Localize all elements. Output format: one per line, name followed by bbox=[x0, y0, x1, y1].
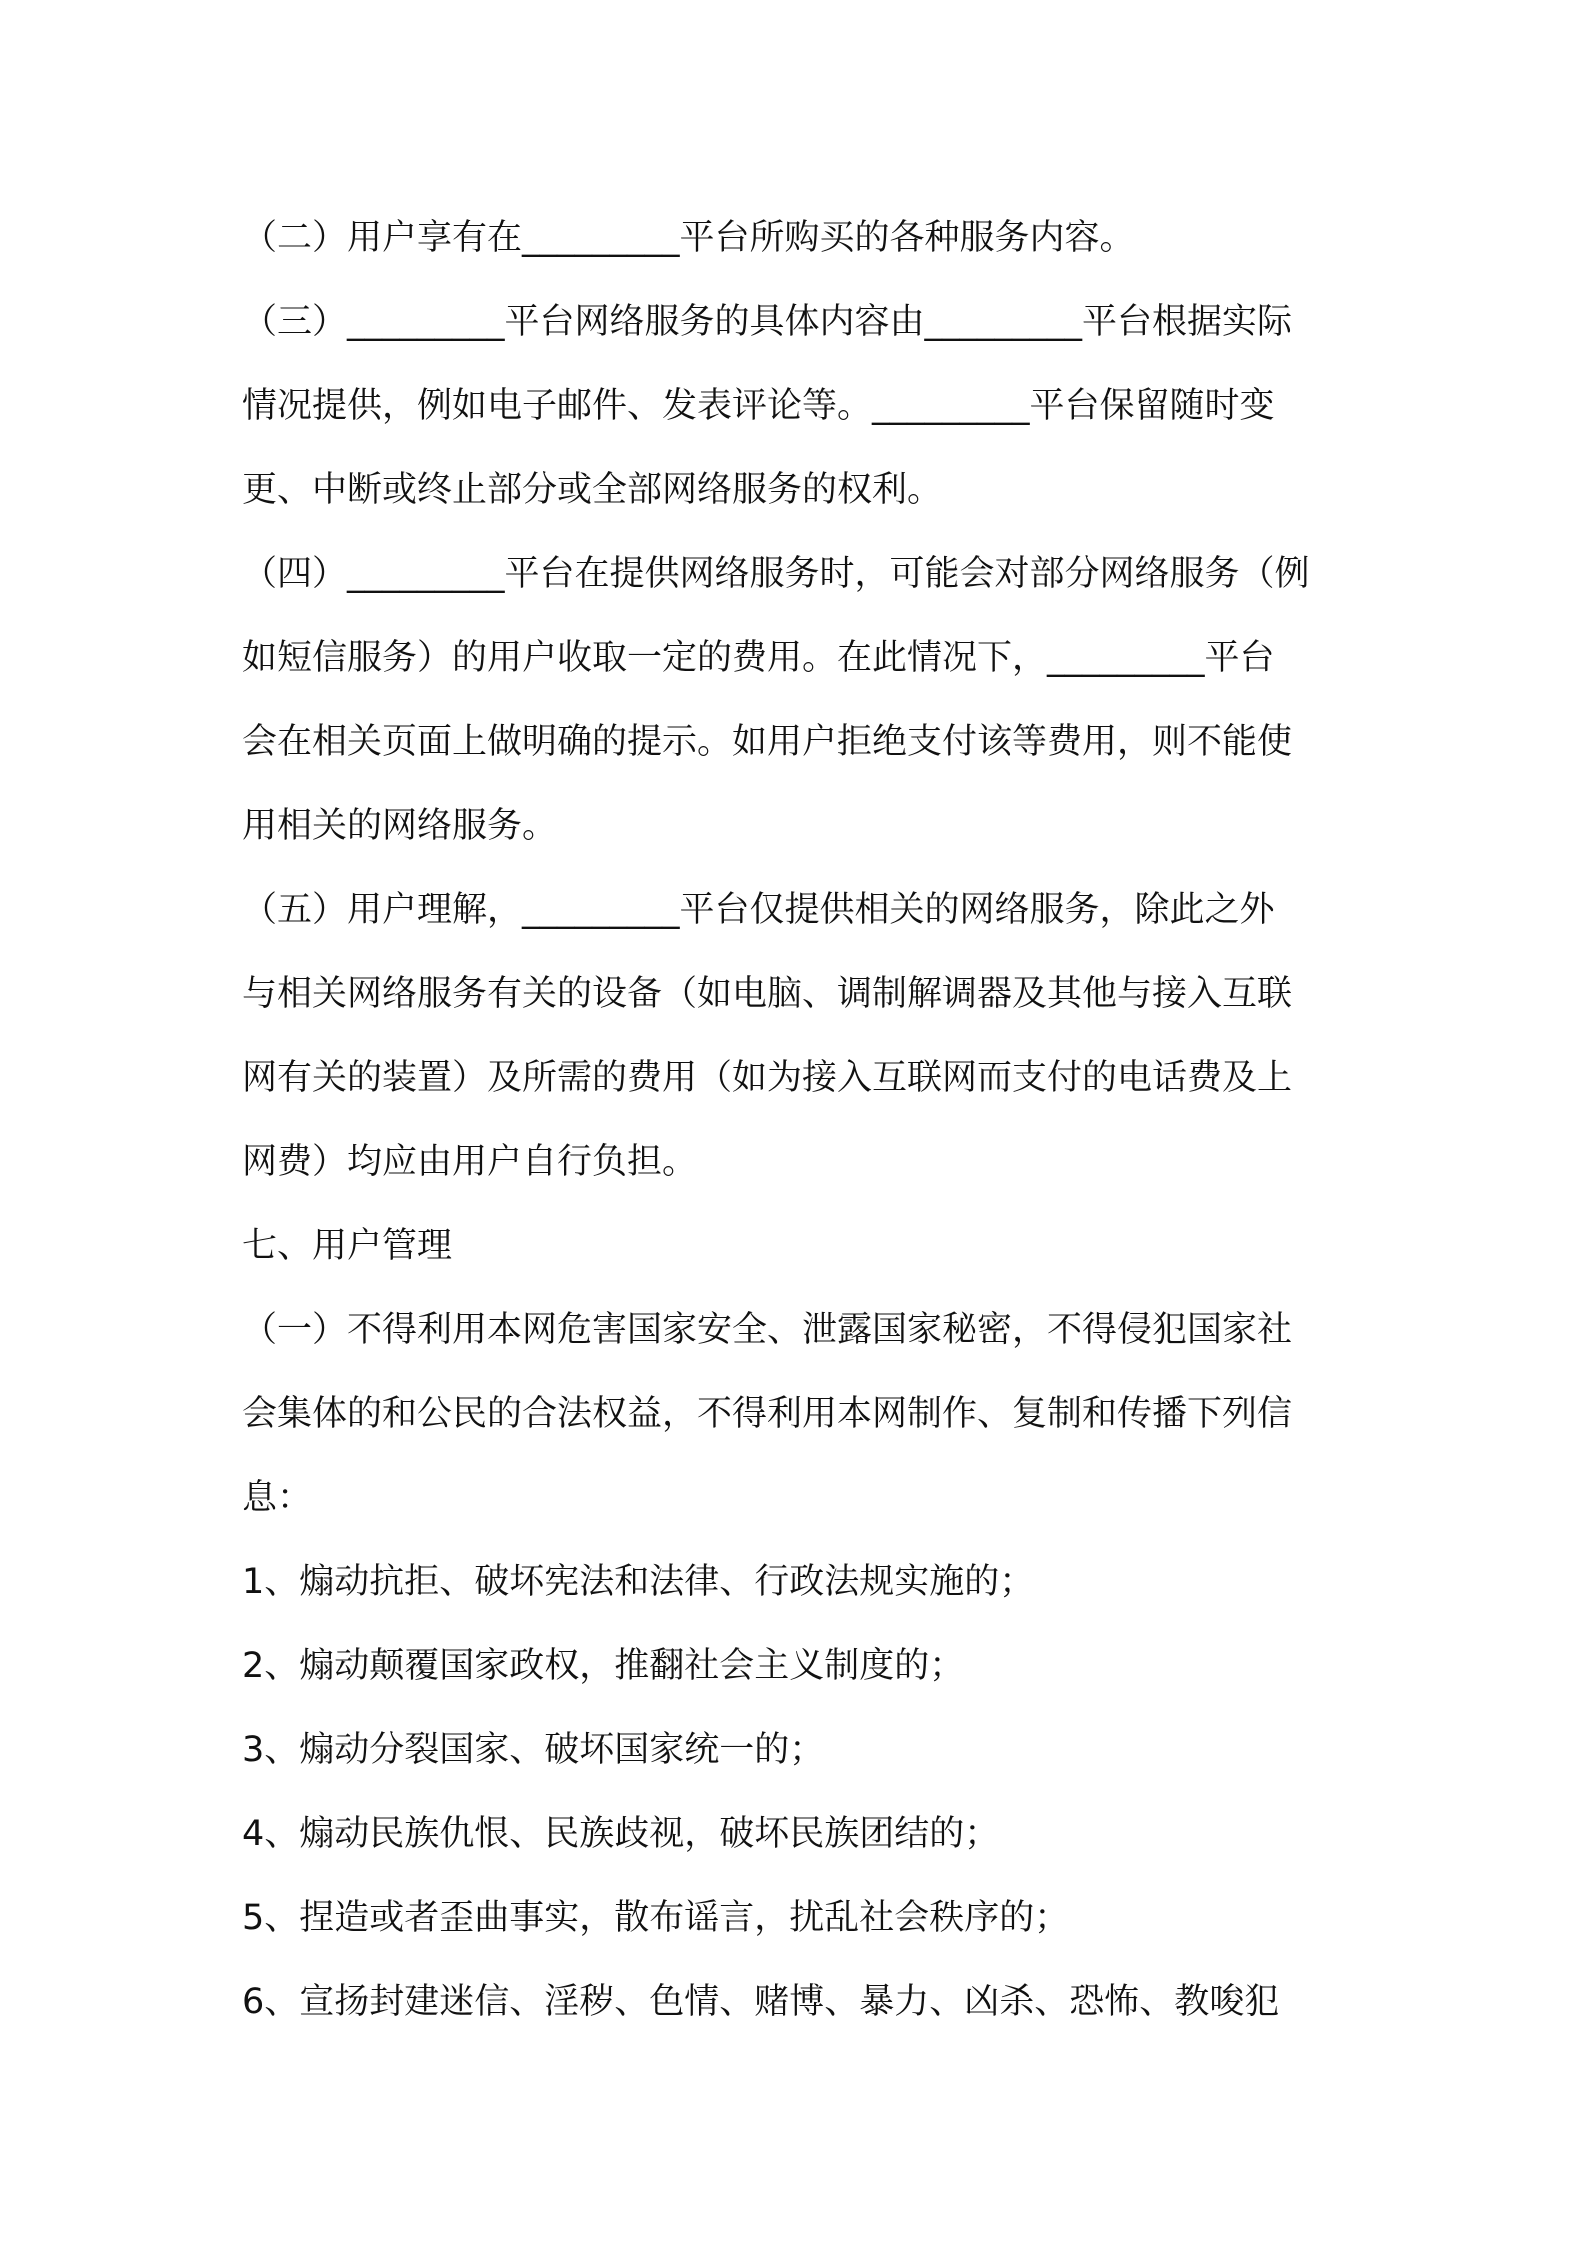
text-line: 更、中断或终止部分或全部网络服务的权利。 bbox=[242, 470, 943, 510]
text-line: 与相关网络服务有关的设备（如电脑、调制解调器及其他与接入互联 bbox=[242, 974, 1293, 1014]
list-item-3 bbox=[242, 1708, 1360, 1792]
section-title: 七、用户管理 bbox=[242, 1226, 453, 1266]
list-item-5 bbox=[242, 1876, 1360, 1960]
list-item-text: 1、煽动抗拒、破坏宪法和法律、行政法规实施的； bbox=[242, 1562, 1035, 1602]
paragraph-5 bbox=[242, 868, 1360, 1204]
text-line: 网费）均应由用户自行负担。 bbox=[242, 1142, 698, 1182]
list-item-text: 2、煽动颠覆国家政权，推翻社会主义制度的； bbox=[242, 1646, 965, 1686]
list-item-text: 6、宣扬封建迷信、淫秽、色情、赌博、暴力、凶杀、恐怖、教唆犯 bbox=[242, 1982, 1280, 2022]
list-item-text: 5、捏造或者歪曲事实，散布谣言，扰乱社会秩序的； bbox=[242, 1898, 1070, 1938]
text-line: （四）_________平台在提供网络服务时，可能会对部分网络服务（例 bbox=[242, 554, 1310, 594]
paragraph-3 bbox=[242, 280, 1360, 532]
list-item-4 bbox=[242, 1792, 1360, 1876]
paragraph-7-1 bbox=[242, 1288, 1360, 1540]
list-item-text: 4、煽动民族仇恨、民族歧视，破坏民族团结的； bbox=[242, 1814, 1000, 1854]
paragraph-4 bbox=[242, 532, 1360, 868]
section-heading bbox=[242, 1204, 1360, 1288]
document-page bbox=[242, 196, 1360, 2044]
text-line: 如短信服务）的用户收取一定的费用。在此情况下，_________平台 bbox=[242, 638, 1275, 678]
text-line: 会在相关页面上做明确的提示。如用户拒绝支付该等费用，则不能使 bbox=[242, 722, 1293, 762]
text-line: （二）用户享有在_________平台所购买的各种服务内容。 bbox=[242, 218, 1135, 258]
list-item-2 bbox=[242, 1624, 1360, 1708]
text-line: 息： bbox=[242, 1478, 313, 1518]
text-line: （五）用户理解，_________平台仅提供相关的网络服务，除此之外 bbox=[242, 890, 1275, 930]
text-line: （三）_________平台网络服务的具体内容由_________平台根据实际 bbox=[242, 302, 1293, 342]
text-line: 会集体的和公民的合法权益，不得利用本网制作、复制和传播下列信 bbox=[242, 1394, 1293, 1434]
list-item-text: 3、煽动分裂国家、破坏国家统一的； bbox=[242, 1730, 825, 1770]
paragraph-2 bbox=[242, 196, 1360, 280]
text-line: （一）不得利用本网危害国家安全、泄露国家秘密，不得侵犯国家社 bbox=[242, 1310, 1293, 1350]
text-line: 网有关的装置）及所需的费用（如为接入互联网而支付的电话费及上 bbox=[242, 1058, 1293, 1098]
list-item-6 bbox=[242, 1960, 1360, 2044]
list-item-1 bbox=[242, 1540, 1360, 1624]
text-line: 情况提供，例如电子邮件、发表评论等。_________平台保留随时变 bbox=[242, 386, 1275, 426]
text-line: 用相关的网络服务。 bbox=[242, 806, 558, 846]
